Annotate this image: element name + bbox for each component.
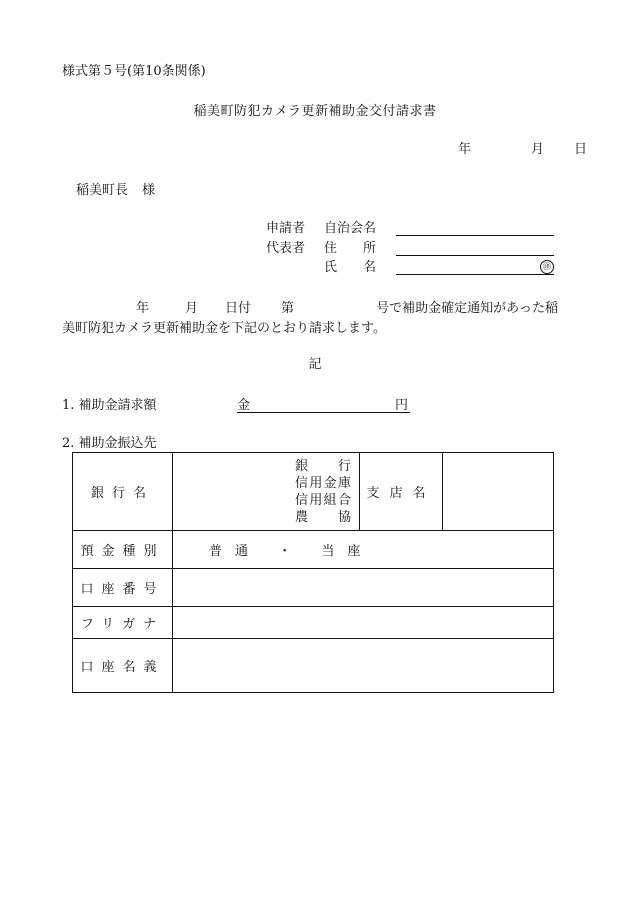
account-type-cell[interactable] <box>173 531 554 569</box>
bank-type-shinkin: 信用金庫 <box>295 475 351 491</box>
document-title: 稲美町防犯カメラ更新補助金交付請求書 <box>193 104 437 119</box>
address-label: 住 所 <box>324 241 377 256</box>
applicant-label: 申請者 <box>266 221 306 236</box>
amount-field[interactable] <box>237 412 410 413</box>
bank-type-bank: 銀行 <box>295 458 351 474</box>
addressee <box>76 183 155 199</box>
amount-kin: 金 <box>237 398 251 413</box>
bank-table <box>72 452 554 693</box>
section2-label: 2. 補助金振込先 <box>62 436 157 451</box>
addressee-name: 稲美町長 <box>76 183 129 198</box>
account-type-dot: ・ <box>278 544 292 559</box>
bank-name-label: 銀行名 <box>73 453 173 531</box>
branch-cell[interactable] <box>443 453 554 531</box>
account-holder-label: 口座名義 <box>73 639 173 693</box>
association-field[interactable] <box>396 235 554 236</box>
account-holder-cell[interactable] <box>173 639 554 693</box>
bank-type-shinkumi: 信用組合 <box>295 492 351 508</box>
form-number: 様式第５号(第10条関係) <box>62 64 206 79</box>
account-type-futsu[interactable]: 普 通 <box>209 544 249 559</box>
name-label: 氏 名 <box>324 260 377 275</box>
account-number-label: 口座番号 <box>73 569 173 607</box>
account-type-label: 預金種別 <box>73 531 173 569</box>
name-field[interactable] <box>396 274 554 275</box>
account-type-toza[interactable]: 当 座 <box>321 544 361 559</box>
body-nen: 年 <box>136 301 150 316</box>
account-number-cell[interactable] <box>173 569 554 607</box>
seal-mark: ㊞ <box>540 260 554 274</box>
day-label: 日 <box>574 142 588 157</box>
branch-label: 支店名 <box>360 453 443 531</box>
section1-label: 1. 補助金請求額 <box>62 398 157 413</box>
date-line <box>458 142 587 158</box>
furigana-cell[interactable] <box>173 607 554 639</box>
body-line2: 美町防犯カメラ更新補助金を下記のとおり請求します。 <box>62 321 386 336</box>
month-label: 月 <box>531 142 545 157</box>
association-label: 自治会名 <box>324 221 377 236</box>
furigana-label: フリガナ <box>73 607 173 639</box>
body-tsuki: 月 <box>185 301 199 316</box>
addressee-honorific: 様 <box>142 183 156 198</box>
address-field[interactable] <box>396 255 554 256</box>
bank-name-cell[interactable] <box>173 453 360 531</box>
representative-label: 代表者 <box>266 241 306 256</box>
body-dai: 第 <box>281 301 295 316</box>
bank-type-nokyo: 農協 <box>295 509 351 525</box>
body-hizuke: 日付 <box>225 301 252 316</box>
body-line1-tail: 号で補助金確定通知があった稲 <box>376 301 558 316</box>
ki-heading: 記 <box>308 357 322 372</box>
year-label: 年 <box>458 142 472 157</box>
amount-yen: 円 <box>395 398 409 413</box>
request-paragraph <box>62 299 558 339</box>
